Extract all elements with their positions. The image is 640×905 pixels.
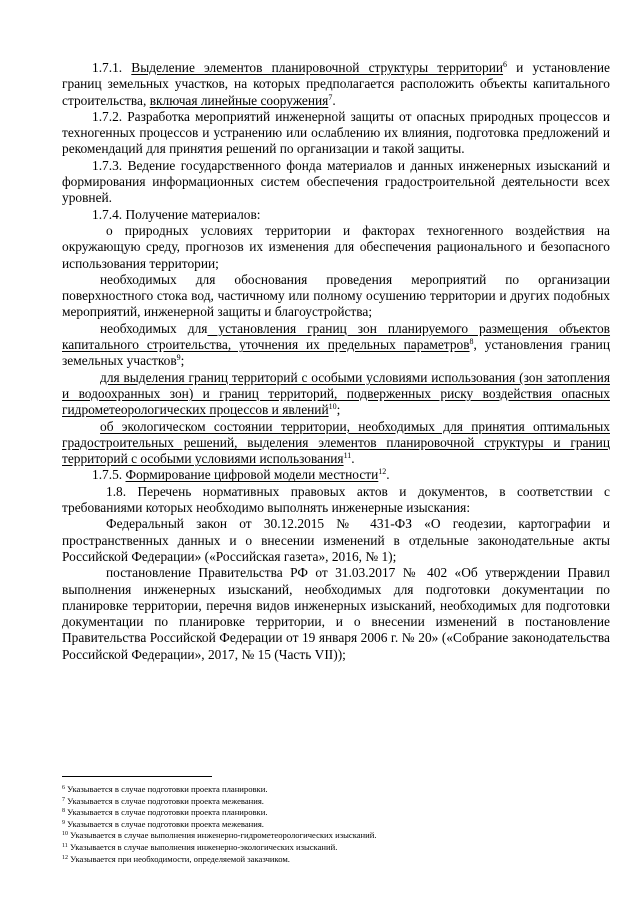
footnote: [62, 842, 610, 854]
section-text: Разработка мероприятий инженерной защиты от опасных природных процессов и техногенных процессов и устранению или ослаблению их влияния, подготовка предложений и рекомендаций для принятия решений по организации и такой защиты.: [62, 108, 611, 157]
section-1-8: [62, 484, 610, 517]
list-item-special-territories: [62, 370, 610, 419]
footnote-separator: [62, 776, 212, 777]
punctuation: ;: [180, 353, 185, 369]
underlined-phrase: для выделения границ территорий с особыми условиями использования (зон затопления и водоохранных зон) и границ территорий, подверженных риску воздействия опасных гидрометеорологических процессов и явлений: [62, 369, 610, 418]
footnote-text: Указывается при необходимости, определяемой заказчиком.: [70, 853, 290, 864]
footnote-number: 9: [62, 819, 65, 826]
footnote: [62, 854, 610, 866]
section-1-7-5: [62, 467, 610, 483]
footnote-ref: 12: [378, 467, 387, 477]
law-resolution-402: [62, 565, 610, 663]
document-body: [62, 60, 610, 663]
section-number: 1.7.3.: [92, 157, 123, 173]
footnotes: [62, 784, 610, 865]
footnote-text: Указывается в случае выполнения инженерно-гидрометеорологических изысканий.: [70, 830, 377, 841]
footnote-ref: 9: [176, 353, 181, 363]
law-federal-431: [62, 516, 610, 565]
list-item-text: о природных условиях территории и факторах техногенного воздействия на окружающую среду, прогнозов их изменения для обеспечения рационального и безопасного использования территории;: [62, 222, 610, 271]
law-text: постановление Правительства РФ от 31.03.2017 № 402 «Об утверждении Правил выполнения инженерных изысканий, необходимых для подготовки документации по планировке территории, перечня видов инженерных изысканий, необходимых для подготовки документации по планировке территории, и о внесении изменений в постановление Правительства Российской Федерации от 19 января 2006 г. № 20» («Собрание законодательства Российской Федерации», 2017, № 15 (Часть VII));: [62, 565, 610, 662]
list-item-text: необходимых для обоснования проведения мероприятий по организации поверхностного стока вод, частичному или полному осушению территории и других подобных мероприятий, инженерной защиты и благоустройства;: [62, 271, 610, 320]
section-1-7-4: [62, 207, 610, 223]
footnote-number: 7: [62, 796, 65, 803]
section-1-7-3: [62, 158, 610, 207]
punctuation: .: [332, 92, 336, 108]
footnote: [62, 784, 610, 796]
section-title: Выделение элементов планировочной структуры территории: [131, 60, 504, 75]
footnote: [62, 819, 610, 831]
footnote-ref: 8: [469, 337, 474, 347]
list-item-text: необходимых для: [100, 320, 208, 336]
list-item-surface-runoff: [62, 272, 610, 321]
underlined-phrase: включая линейные сооружения: [149, 92, 329, 108]
section-number: 1.7.2.: [92, 108, 123, 124]
law-text: Федеральный закон от 30.12.2015 № 431-ФЗ «О геодезии, картографии и пространственных данных и о внесении изменений в отдельные законодательные акты Российской Федерации» («Российская газета», 2016, № 1);: [62, 516, 610, 564]
section-title: Формирование цифровой модели местности: [125, 467, 379, 483]
footnote-number: 8: [62, 808, 65, 815]
section-1-7-2: [62, 109, 610, 158]
list-item-text: , установления границ земельных участков: [62, 337, 610, 369]
footnote-ref: 10: [328, 402, 337, 412]
punctuation: ;: [336, 402, 341, 418]
section-number: 1.7.5.: [92, 467, 123, 483]
footnote-text: Указывается в случае подготовки проекта планировки.: [67, 784, 268, 794]
underlined-phrase: установления границ зон планируемого размещения объектов капитального строительства, уточнения их предельных параметров: [62, 320, 611, 353]
footnote: [62, 796, 610, 808]
punctuation: .: [351, 451, 355, 467]
footnote-number: 11: [62, 842, 68, 849]
footnote-text: Указывается в случае выполнения инженерно-экологических изысканий.: [69, 841, 338, 852]
footnote-ref: 11: [343, 451, 352, 461]
punctuation: .: [386, 467, 390, 483]
footnote-text: Указывается в случае подготовки проекта межевания.: [67, 818, 264, 829]
list-item-natural-conditions: [62, 223, 610, 272]
footnote: [62, 830, 610, 842]
footnote-ref: 7: [328, 92, 333, 102]
footnote: [62, 807, 610, 819]
footnote-number: 6: [62, 785, 65, 791]
footnote-number: 12: [62, 854, 68, 861]
underlined-phrase: об экологическом состоянии территории, необходимых для принятия оптимальных градостроительных решений, выделения элементов планировочной структуры и границ территорий с особыми условиями использования: [62, 418, 610, 467]
list-item-ecological-state: [62, 419, 610, 468]
section-number: 1.7.4.: [92, 206, 123, 222]
section-text: Ведение государственного фонда материалов и данных инженерных изысканий и формирования информационных систем обеспечения градостроительной деятельности всех уровней.: [62, 157, 610, 206]
footnote-text: Указывается в случае подготовки проекта планировки.: [67, 807, 268, 818]
list-item-zone-boundaries: [62, 321, 610, 370]
section-text: Перечень нормативных правовых актов и документов, в соответствии с требованиями которых необходимо выполнять инженерные изыскания:: [62, 483, 610, 516]
footnote-number: 10: [62, 831, 68, 838]
section-number: 1.7.1.: [92, 60, 123, 75]
section-text: и установление границ земельных участков, на которых предполагается расположить объекты капитального строительства,: [62, 60, 610, 108]
section-number: 1.8.: [106, 483, 127, 499]
section-text: Получение материалов:: [125, 206, 261, 222]
footnote-ref: 6: [503, 60, 508, 69]
section-1-7-1: [62, 60, 610, 109]
footnote-text: Указывается в случае подготовки проекта межевания.: [67, 795, 264, 806]
